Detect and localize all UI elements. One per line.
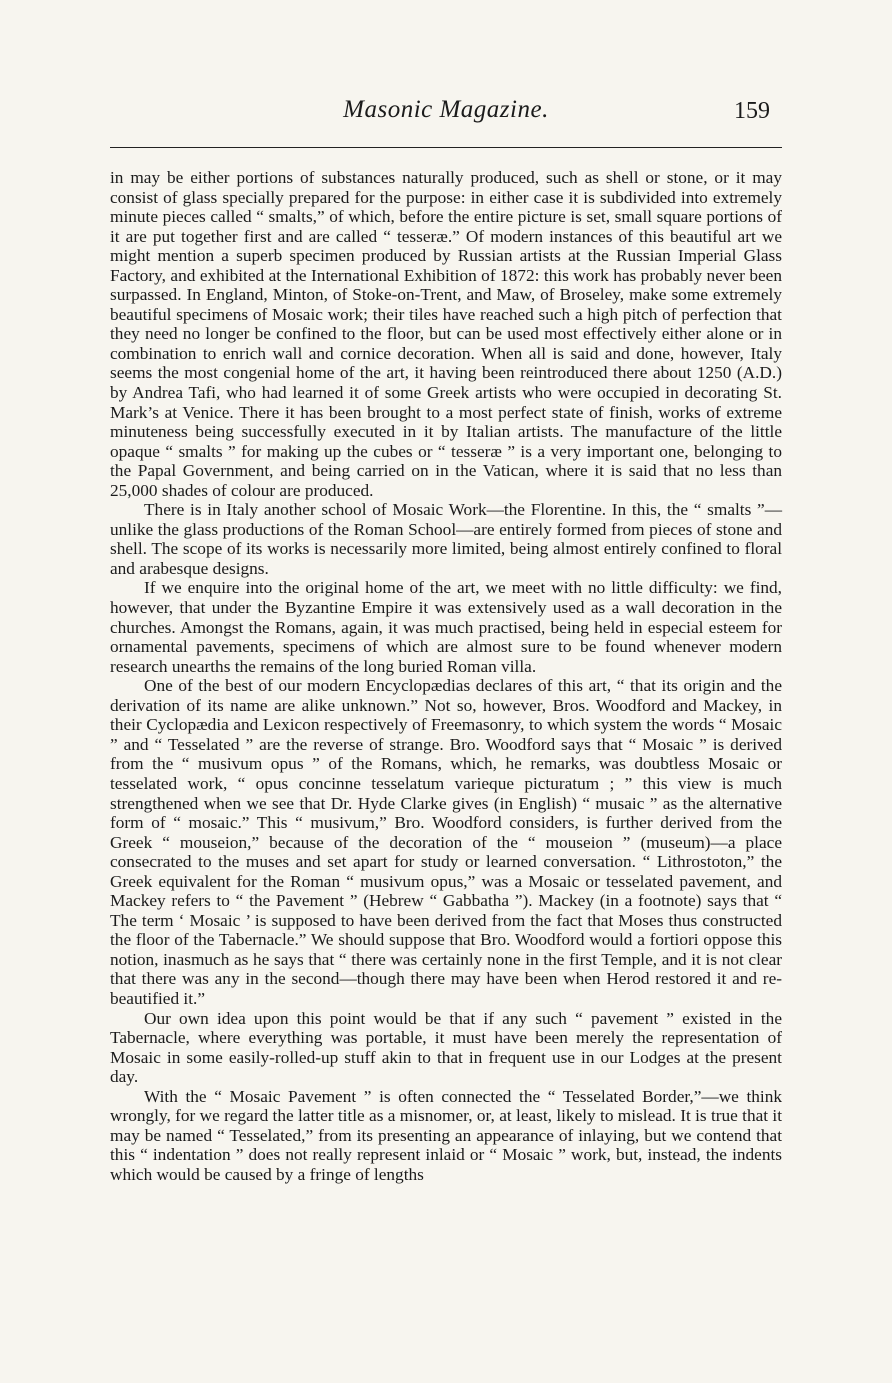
paragraph-florentine: There is in Italy another school of Mosaic Work—the Florentine. In this, the “ smalts ”—unlike the glass productions of the Roman School—are entirely formed from pieces of stone and shell. The scope of its works is necessarily more limited, being almost entirely confined to floral and arabesque designs. [110,500,782,578]
paragraph-encyclopaedias: One of the best of our modern Encyclopædias declares of this art, “ that its origin and the derivation of its name are alike unknown.” Not so, however, Bros. Woodford and Mackey, in their Cyclopædia and Lexicon respectively of Freemasonry, to which system the words “ Mosaic ” and “ Tesselated ” are the reverse of strange. Bro. Woodford says that “ Mosaic ” is derived from the “ musivum opus ” of the Romans, which, he remarks, was doubtless Mosaic or tesselated work, “ opus concinne tesselatum varieque picturatum ; ” this view is much strengthened when we see that Dr. Hyde Clarke gives (in English) “ musaic ” as the alternative form of “ mosaic.” This “ musivum,” Bro. Woodford considers, is further derived from the Greek “ mouseion,” because of the decoration of the “ mouseion ” (museum)—a place consecrated to the muses and set apart for study or learned conversation. “ Lithrostoton,” the Greek equivalent for the Roman “ musivum opus,” was a Mosaic or tesselated pavement, and Mackey refers to “ the Pavement ” (Hebrew “ Gabbatha ”). Mackey (in a footnote) says that “ The term ‘ Mosaic ’ is supposed to have been derived from the fact that Moses thus constructed the floor of the Tabernacle.” We should suppose that Bro. Woodford would a fortiori oppose this notion, inasmuch as he says that “ there was certainly none in the first Temple, and it is not clear that there was any in the second—though there may have been when Herod restored it and re-beautified it.” [110,676,782,1008]
running-title: Masonic Magazine. [343,96,549,123]
paragraph-tabernacle: Our own idea upon this point would be that if any such “ pavement ” existed in the Tabernacle, where everything was portable, it must have been merely the representation of Mosaic in some easily-rolled-up stuff akin to that in frequent use in our Lodges at the present day. [110,1008,782,1087]
page-header [110,96,782,136]
paragraph-origin: If we enquire into the original home of the art, we meet with no little difficulty: we find, however, that under the Byzantine Empire it was extensively used as a wall decoration in the churches. Amongst the Romans, again, it was much practised, being held in especial esteem for ornamental pavements, specimens of which are almost sure to be found whenever modern research unearths the remains of the long buried Roman villa. [110,578,782,676]
header-rule [110,147,782,148]
paragraph-tesselated-border: With the “ Mosaic Pavement ” is often connected the “ Tesselated Border,”—we think wrongly, for we regard the latter title as a misnomer, or, at least, likely to mislead. It is true that it may be named “ Tesselated,” from its presenting an appearance of inlaying, but we contend that this “ indentation ” does not really represent inlaid or “ Mosaic ” work, but, instead, the indents which would be caused by a fringe of lengths [110,1086,782,1184]
article-body [110,168,782,1184]
page-number: 159 [734,98,770,124]
paragraph-continued: in may be either portions of substances naturally produced, such as shell or stone, or it may consist of glass specially prepared for the purpose: in either case it is subdivided into extremely minute pieces called “ smalts,” of which, before the entire picture is set, small square portions of it are put together first and are called “ tesseræ.” Of modern instances of this beautiful art we might mention a superb specimen produced by Russian artists at the Russian Imperial Glass Factory, and exhibited at the International Exhibition of 1872: this work has probably never been surpassed. In England, Minton, of Stoke-on-Trent, and Maw, of Broseley, make some extremely beautiful specimens of Mosaic work; their tiles have reached such a high pitch of perfection that they need no longer be confined to the floor, but can be used most effectively either alone or in combination to enrich wall and cornice decoration. When all is said and done, however, Italy seems the most congenial home of the art, it having been reintroduced there about 1250 (A.D.) by Andrea Tafi, who had learned it of some Greek artists who were occupied in decorating St. Mark’s at Venice. There it has been brought to a most perfect state of finish, works of extreme minuteness being successfully executed in it by Italian artists. The manufacture of the little opaque “ smalts ” for making up the cubes or “ tesseræ ” is a very important one, belonging to the Papal Government, and being carried on in the Vatican, where it is said that no less than 25,000 shades of colour are produced. [110,168,782,500]
